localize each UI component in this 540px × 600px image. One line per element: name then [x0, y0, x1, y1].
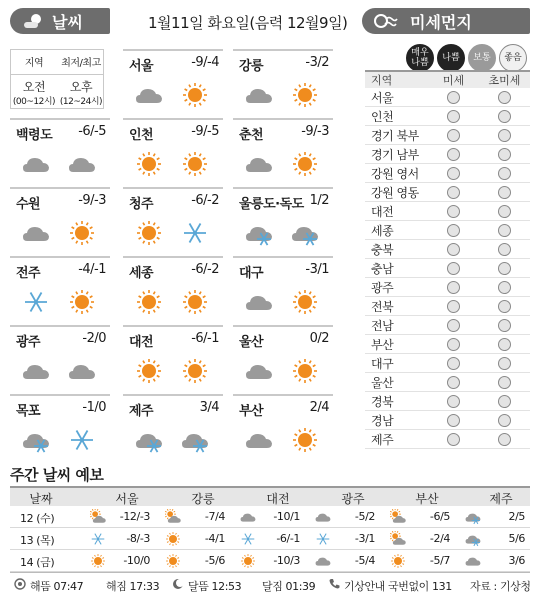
dust-region: 대전	[371, 204, 394, 219]
sunrise-text: 해뜸 07:47	[30, 580, 84, 593]
dust-region: 충남	[371, 261, 394, 276]
city-card	[233, 187, 333, 253]
dust-region: 강원 영서	[371, 166, 419, 181]
pm10-indicator	[447, 186, 460, 199]
weekly-temp: 5/6	[508, 532, 525, 545]
pm25-indicator	[498, 281, 511, 294]
pm10-indicator	[447, 167, 460, 180]
cloud-icon	[315, 509, 331, 528]
dust-row	[365, 88, 530, 107]
pm25-indicator	[498, 300, 511, 313]
pm25-indicator	[498, 167, 511, 180]
legend-am-sub: (00~12시)	[12, 97, 56, 107]
phone-icon	[328, 578, 340, 590]
pm25-indicator	[498, 91, 511, 104]
weather-logo-icon	[22, 12, 44, 30]
pm10-indicator	[447, 357, 460, 370]
sun-icon	[181, 81, 209, 113]
pm25-indicator	[498, 224, 511, 237]
legend-region: 지역	[24, 58, 44, 69]
city-temp: 3/4	[199, 400, 219, 415]
weekly-temp: -2/4	[429, 532, 450, 545]
pm25-indicator	[498, 243, 511, 256]
city-name: 청주	[129, 197, 154, 212]
cloud-icon	[315, 553, 331, 572]
city-card	[123, 49, 223, 115]
sun-icon	[165, 553, 181, 572]
header	[0, 0, 540, 40]
weekly-temp: 3/6	[508, 554, 525, 567]
sun-icon	[291, 150, 319, 182]
weather-legend	[10, 49, 104, 109]
dust-header-pm25: 초미세	[488, 74, 521, 87]
sun-icon	[135, 357, 163, 389]
dust-row	[365, 297, 530, 316]
city-card	[233, 49, 333, 115]
dust-region: 강원 영동	[371, 185, 419, 200]
cloud-icon	[245, 81, 273, 113]
dust-row	[365, 259, 530, 278]
city-temp: -6/-2	[191, 193, 219, 208]
weekly-temp: -10/3	[273, 554, 300, 567]
dust-table	[365, 70, 530, 449]
weekly-temp: -6/5	[429, 510, 450, 523]
weekly-header-busan: 부산	[415, 492, 439, 506]
cloud-icon	[465, 553, 481, 572]
dust-row	[365, 278, 530, 297]
pm10-indicator	[447, 91, 460, 104]
dust-level-very-bad: 매우나쁨	[406, 44, 434, 72]
weekly-temp: -5/4	[354, 554, 375, 567]
city-card	[233, 118, 333, 184]
moonrise-text: 달뜸 12:53	[188, 580, 242, 593]
pm25-indicator	[498, 414, 511, 427]
weekly-header-jeju: 제주	[489, 492, 513, 506]
weekly-header-seoul: 서울	[115, 492, 139, 506]
pm10-indicator	[447, 224, 460, 237]
city-card	[10, 187, 110, 253]
sun-icon	[181, 288, 209, 320]
sun-icon	[291, 426, 319, 458]
weekly-temp: -10/0	[123, 554, 150, 567]
weekly-temp: -7/4	[204, 510, 225, 523]
weekly-temp: -5/7	[429, 554, 450, 567]
moonset-text: 달짐 01:39	[262, 580, 316, 593]
city-card	[123, 325, 223, 391]
city-temp: -3/1	[305, 262, 329, 277]
city-temp: -1/0	[82, 400, 106, 415]
city-temp: 0/2	[309, 331, 329, 346]
weather-title: 날씨	[52, 12, 83, 32]
city-name: 대구	[239, 266, 264, 281]
pm10-indicator	[447, 262, 460, 275]
city-name: 서울	[129, 59, 154, 74]
sun-icon	[14, 578, 26, 590]
dust-region: 제주	[371, 432, 394, 447]
partly-icon	[165, 509, 181, 528]
legend-pm-sub: (12~24시)	[59, 97, 103, 107]
dust-region: 세종	[371, 223, 394, 238]
pm25-indicator	[498, 186, 511, 199]
sun-icon	[181, 150, 209, 182]
footer	[10, 572, 530, 594]
snow-icon	[90, 531, 106, 550]
weekly-header	[10, 486, 530, 506]
dust-region: 대구	[371, 356, 394, 371]
dust-row	[365, 430, 530, 449]
legend-temps: 최저/최고	[61, 58, 101, 69]
city-card	[123, 394, 223, 460]
city-name: 수원	[16, 197, 41, 212]
city-card	[10, 394, 110, 460]
weekly-temp: 2/5	[508, 510, 525, 523]
city-temp: -6/-5	[78, 124, 106, 139]
sunset-text: 해짐 17:33	[106, 580, 160, 593]
pm10-indicator	[447, 300, 460, 313]
dust-row	[365, 316, 530, 335]
dust-row	[365, 221, 530, 240]
city-name: 대전	[129, 335, 154, 350]
weekly-header-date: 날짜	[29, 492, 53, 506]
pm10-indicator	[447, 129, 460, 142]
pm25-indicator	[498, 395, 511, 408]
weekly-date: 13 (목)	[20, 534, 55, 547]
dust-row	[365, 373, 530, 392]
dust-logo-icon	[372, 12, 398, 30]
weekly-row	[10, 528, 530, 550]
sun-icon	[291, 81, 319, 113]
snow-icon	[240, 531, 256, 550]
city-card	[10, 256, 110, 322]
dust-region: 경북	[371, 394, 394, 409]
pm25-indicator	[498, 433, 511, 446]
dust-region: 부산	[371, 337, 394, 352]
city-card	[123, 187, 223, 253]
cloud-icon	[245, 426, 273, 458]
pm10-indicator	[447, 395, 460, 408]
dust-region: 전북	[371, 299, 394, 314]
cloud-icon	[22, 357, 50, 389]
dust-header-region: 지역	[371, 74, 393, 87]
pm25-indicator	[498, 338, 511, 351]
city-temp: -4/-1	[78, 262, 106, 277]
pm10-indicator	[447, 205, 460, 218]
pm25-indicator	[498, 129, 511, 142]
city-card	[123, 256, 223, 322]
dust-region: 전남	[371, 318, 394, 333]
city-card	[233, 325, 333, 391]
legend-am: 오전	[22, 80, 46, 94]
legend-pm: 오후	[69, 80, 93, 94]
weekly-temp: -10/1	[273, 510, 300, 523]
cloud-icon	[135, 81, 163, 113]
city-name: 강릉	[239, 59, 264, 74]
city-card	[10, 325, 110, 391]
snow-icon	[22, 288, 50, 320]
cloud-icon	[68, 150, 96, 182]
pm10-indicator	[447, 319, 460, 332]
city-card	[233, 394, 333, 460]
cloud-icon	[240, 509, 256, 528]
cloud-icon	[68, 357, 96, 389]
dust-row	[365, 202, 530, 221]
snow-icon	[68, 426, 96, 458]
cloud-icon	[22, 150, 50, 182]
weekly-temp: -6/-1	[276, 532, 300, 545]
weekly-temp: -12/-3	[119, 510, 150, 523]
cloud-snow-icon	[22, 426, 50, 458]
snow-icon	[315, 531, 331, 550]
weekly-temp: -5/2	[354, 510, 375, 523]
dust-row	[365, 335, 530, 354]
cloud-icon	[245, 288, 273, 320]
dust-table-header	[365, 70, 530, 88]
city-name: 광주	[16, 335, 41, 350]
pm25-indicator	[498, 262, 511, 275]
sun-icon	[390, 553, 406, 572]
sun-icon	[135, 219, 163, 251]
dust-region: 서울	[371, 90, 394, 105]
pm10-indicator	[447, 243, 460, 256]
dust-row	[365, 392, 530, 411]
cloud-icon	[22, 219, 50, 251]
dust-header-pm10: 미세	[442, 74, 465, 87]
city-name: 목포	[16, 404, 41, 419]
city-name: 춘천	[239, 128, 264, 143]
sun-icon	[165, 531, 181, 550]
pm10-indicator	[447, 376, 460, 389]
city-name: 제주	[129, 404, 154, 419]
sun-icon	[291, 357, 319, 389]
pm10-indicator	[447, 281, 460, 294]
weekly-header-gwangju: 광주	[341, 492, 365, 506]
city-name: 부산	[239, 404, 264, 419]
city-card	[233, 256, 333, 322]
sun-icon	[240, 553, 256, 572]
dust-region: 인천	[371, 109, 394, 124]
city-temp: -9/-3	[78, 193, 106, 208]
city-temp: -6/-1	[191, 331, 219, 346]
date-text: 1월11일 화요일(음력 12월9일)	[148, 14, 348, 32]
weekly-header-daejeon: 대전	[266, 492, 290, 506]
weekly-temp: -4/1	[204, 532, 225, 545]
pm10-indicator	[447, 338, 460, 351]
dust-region: 경기 북부	[371, 128, 419, 143]
dust-region: 광주	[371, 280, 394, 295]
city-name: 전주	[16, 266, 41, 281]
city-temp: 1/2	[309, 193, 329, 208]
partly-icon	[90, 509, 106, 528]
cloud-snow-icon	[181, 426, 209, 458]
weekly-row	[10, 550, 530, 572]
dust-level-good: 좋음	[499, 44, 527, 72]
cloud-snow-icon	[291, 219, 319, 251]
dust-title: 미세먼지	[410, 12, 472, 32]
partly-icon	[390, 509, 406, 528]
sun-icon	[68, 288, 96, 320]
pm25-indicator	[498, 205, 511, 218]
weekly-temp: -3/1	[354, 532, 375, 545]
city-temp: -3/2	[305, 55, 329, 70]
pm10-indicator	[447, 110, 460, 123]
sun-icon	[135, 288, 163, 320]
snowcloud-icon	[465, 509, 481, 528]
weekly-title: 주간 날씨 예보	[10, 466, 104, 484]
city-temp: -6/-2	[191, 262, 219, 277]
pm10-indicator	[447, 433, 460, 446]
pm10-indicator	[447, 148, 460, 161]
dust-level-bad: 나쁨	[437, 44, 465, 72]
city-card	[123, 118, 223, 184]
sun-icon	[181, 357, 209, 389]
dust-row	[365, 107, 530, 126]
cloud-snow-icon	[135, 426, 163, 458]
city-temp: -9/-4	[191, 55, 219, 70]
cloud-icon	[245, 357, 273, 389]
dust-row	[365, 164, 530, 183]
sun-icon	[68, 219, 96, 251]
sun-icon	[291, 288, 319, 320]
pm25-indicator	[498, 376, 511, 389]
phone-text: 기상안내 국번없이 131	[344, 580, 452, 593]
pm25-indicator	[498, 319, 511, 332]
dust-level-normal: 보통	[468, 44, 496, 72]
weekly-header-gangneung: 강릉	[191, 492, 215, 506]
city-name: 인천	[129, 128, 154, 143]
snow-icon	[181, 219, 209, 251]
weekly-temp: -5/6	[204, 554, 225, 567]
pm10-indicator	[447, 414, 460, 427]
weekly-date: 14 (금)	[20, 556, 55, 569]
sun-icon	[135, 150, 163, 182]
dust-row	[365, 240, 530, 259]
pm25-indicator	[498, 357, 511, 370]
dust-region: 울산	[371, 375, 394, 390]
cloud-snow-icon	[245, 219, 273, 251]
weekly-date: 12 (수)	[20, 512, 55, 525]
city-temp: -9/-3	[301, 124, 329, 139]
moon-icon	[172, 578, 184, 590]
city-card	[10, 118, 110, 184]
dust-row	[365, 126, 530, 145]
city-temp: 2/4	[309, 400, 329, 415]
weather-title-badge	[10, 8, 110, 34]
dust-title-badge	[362, 8, 530, 34]
dust-row	[365, 354, 530, 373]
city-name: 세종	[129, 266, 154, 281]
partly-icon	[390, 531, 406, 550]
dust-region: 충북	[371, 242, 394, 257]
city-name: 울릉도·독도	[239, 197, 304, 212]
dust-region: 경남	[371, 413, 394, 428]
dust-row	[365, 145, 530, 164]
dust-row	[365, 183, 530, 202]
dust-level-legend	[406, 44, 527, 72]
sun-icon	[90, 553, 106, 572]
pm25-indicator	[498, 148, 511, 161]
pm25-indicator	[498, 110, 511, 123]
weekly-row	[10, 506, 530, 528]
city-temp: -2/0	[82, 331, 106, 346]
cloud-icon	[245, 150, 273, 182]
source-text: 자료 : 기상청	[470, 580, 531, 593]
snowcloud-icon	[465, 531, 481, 550]
city-name: 백령도	[16, 128, 53, 143]
city-name: 울산	[239, 335, 264, 350]
dust-row	[365, 411, 530, 430]
dust-region: 경기 남부	[371, 147, 419, 162]
weekly-temp: -8/-3	[126, 532, 150, 545]
city-temp: -9/-5	[191, 124, 219, 139]
